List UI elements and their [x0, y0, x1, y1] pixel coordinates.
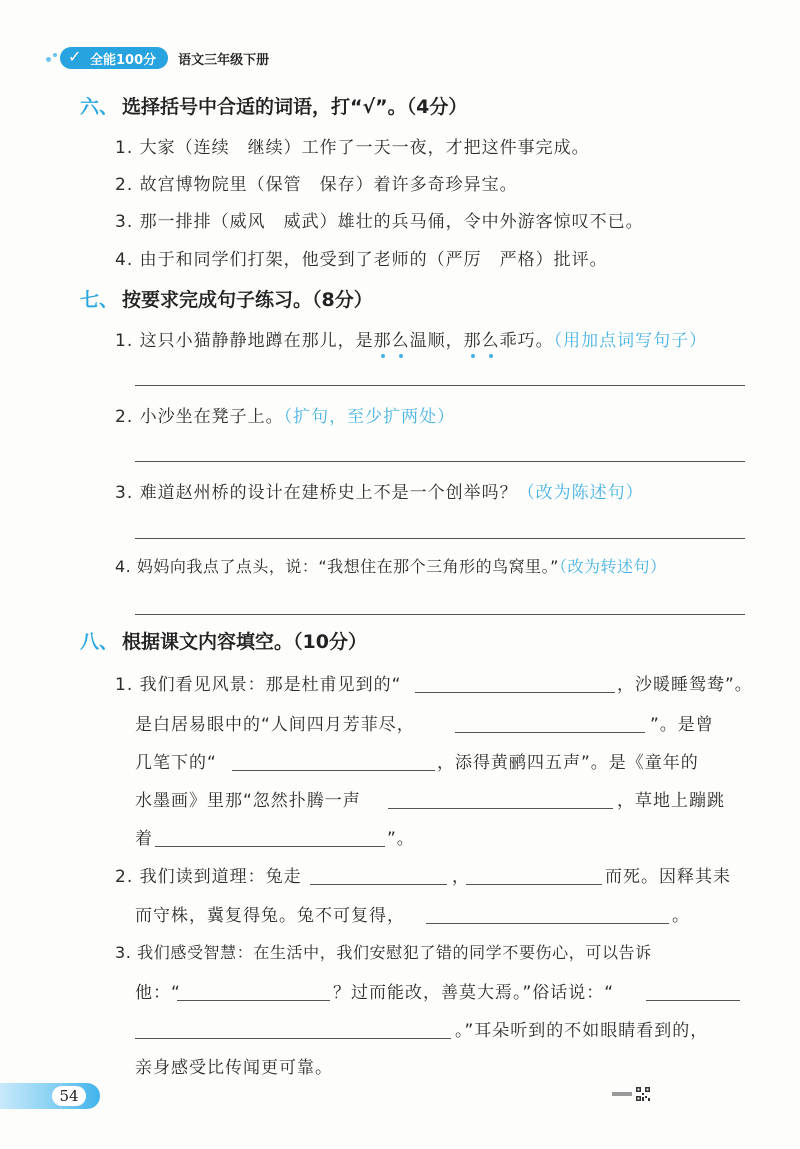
fill-text: ”。是曾: [650, 715, 714, 735]
fill-text: 而死。因释其耒: [605, 867, 731, 887]
section-number: 六、: [80, 96, 119, 118]
sentence-text: 1. 这只小猫静静地蹲在那儿，是: [115, 331, 374, 351]
answer-line[interactable]: [135, 538, 745, 539]
fill-text: 而守株，冀复得兔。兔不可复得，: [135, 906, 405, 926]
book-title: 语文三年级下册: [178, 52, 270, 68]
section-7-title: [80, 285, 373, 312]
page-header: [60, 44, 269, 72]
fill-text: 水墨画》里那“忽然扑腾一声: [135, 791, 361, 811]
section-number: 七、: [80, 289, 119, 311]
fill-text: 几笔下的“: [135, 753, 217, 773]
fill-blank[interactable]: [388, 808, 613, 809]
question-6-3: 3. 那一排排（威风 威武）雄壮的兵马俑，令中外游客惊叹不已。: [115, 212, 644, 232]
dotted-char: 那: [464, 326, 482, 351]
question-7-4: [115, 554, 666, 577]
qr-caption-mark: [612, 1092, 632, 1096]
answer-line[interactable]: [135, 461, 745, 462]
question-6-4: 4. 由于和同学们打架，他受到了老师的（严厉 严格）批评。: [115, 250, 608, 270]
fill-text: ，: [452, 867, 470, 887]
fill-text: ？过而能改，善莫大焉。”俗话说：“: [333, 983, 615, 1003]
section-heading: 选择括号中合适的词语，打“√”。（4分）: [122, 96, 468, 118]
fill-blank[interactable]: [455, 732, 645, 733]
fill-text: 着: [135, 829, 153, 849]
fill-blank[interactable]: [135, 1038, 451, 1039]
brand-badge: [60, 47, 168, 69]
decor-dot-icon: [46, 57, 51, 62]
question-7-1: [115, 326, 707, 351]
sentence-text: 3. 难道赵州桥的设计在建桥史上不是一个创举吗？: [115, 483, 518, 503]
fill-text: 1. 我们看见风景：那是杜甫见到的“: [115, 675, 402, 695]
fill-text: 3. 我们感受智慧：在生活中，我们安慰犯了错的同学不要伤心，可以告诉: [115, 943, 652, 962]
check-icon: ✓: [68, 47, 82, 66]
fill-text: ，沙暖睡鸳鸯”。: [617, 675, 753, 695]
brand-label: 全能100分: [90, 52, 157, 68]
section-heading: 根据课文内容填空。（10分）: [122, 631, 367, 653]
dotted-char: 那: [374, 326, 392, 351]
sentence-text: 4. 妈妈向我点了点头，说：“我想住在那个三角形的鸟窝里。”: [115, 557, 559, 576]
fill-blank[interactable]: [232, 770, 435, 771]
fill-blank[interactable]: [426, 923, 669, 924]
answer-line[interactable]: [135, 614, 745, 615]
fill-text: 。: [672, 906, 690, 926]
fill-text: ，草地上蹦跳: [617, 791, 725, 811]
section-heading: 按要求完成句子练习。（8分）: [122, 289, 373, 311]
dotted-char: 么: [392, 326, 410, 351]
instruction-hint: （改为转述句）: [558, 557, 667, 576]
section-8-title: [80, 627, 367, 654]
fill-text: 亲身感受比传闻更可靠。: [135, 1058, 333, 1078]
fill-blank[interactable]: [646, 1000, 740, 1001]
fill-blank[interactable]: [466, 884, 602, 885]
page-number: 54: [52, 1086, 86, 1106]
question-6-2: 2. 故宫博物院里（保管 保存）着许多奇珍异宝。: [115, 175, 518, 195]
question-7-3: [115, 478, 644, 503]
fill-text: ，添得黄鹂四五声”。是《童年的: [437, 753, 699, 773]
fill-blank[interactable]: [310, 884, 447, 885]
sentence-text: 2. 小沙坐在凳子上。: [115, 407, 284, 427]
sentence-text: 乖巧。: [499, 331, 554, 351]
section-number: 八、: [80, 631, 119, 653]
fill-text: 。”耳朵听到的不如眼睛看到的，: [455, 1021, 709, 1041]
instruction-hint: （用加点词写句子）: [553, 331, 708, 351]
answer-line[interactable]: [135, 385, 745, 386]
fill-blank[interactable]: [155, 846, 385, 847]
instruction-hint: （扩句，至少扩两处）: [283, 407, 456, 427]
question-6-1: 1. 大家（连续 继续）工作了一天一夜，才把这件事完成。: [115, 138, 590, 158]
fill-text: 2. 我们读到道理：兔走: [115, 867, 302, 887]
section-6-title: [80, 92, 467, 119]
qr-code-icon: [636, 1087, 650, 1101]
instruction-hint: （改为陈述句）: [517, 483, 644, 503]
decor-dot-icon: [53, 53, 57, 57]
sentence-text: 温顺，: [409, 331, 464, 351]
fill-text: 是白居易眼中的“人间四月芳菲尽，: [135, 715, 415, 735]
fill-text: 他：“: [135, 983, 181, 1003]
question-7-2: [115, 402, 455, 427]
dotted-char: 么: [482, 326, 500, 351]
fill-text: ”。: [387, 829, 415, 849]
fill-blank[interactable]: [415, 692, 615, 693]
fill-blank[interactable]: [177, 1000, 330, 1001]
